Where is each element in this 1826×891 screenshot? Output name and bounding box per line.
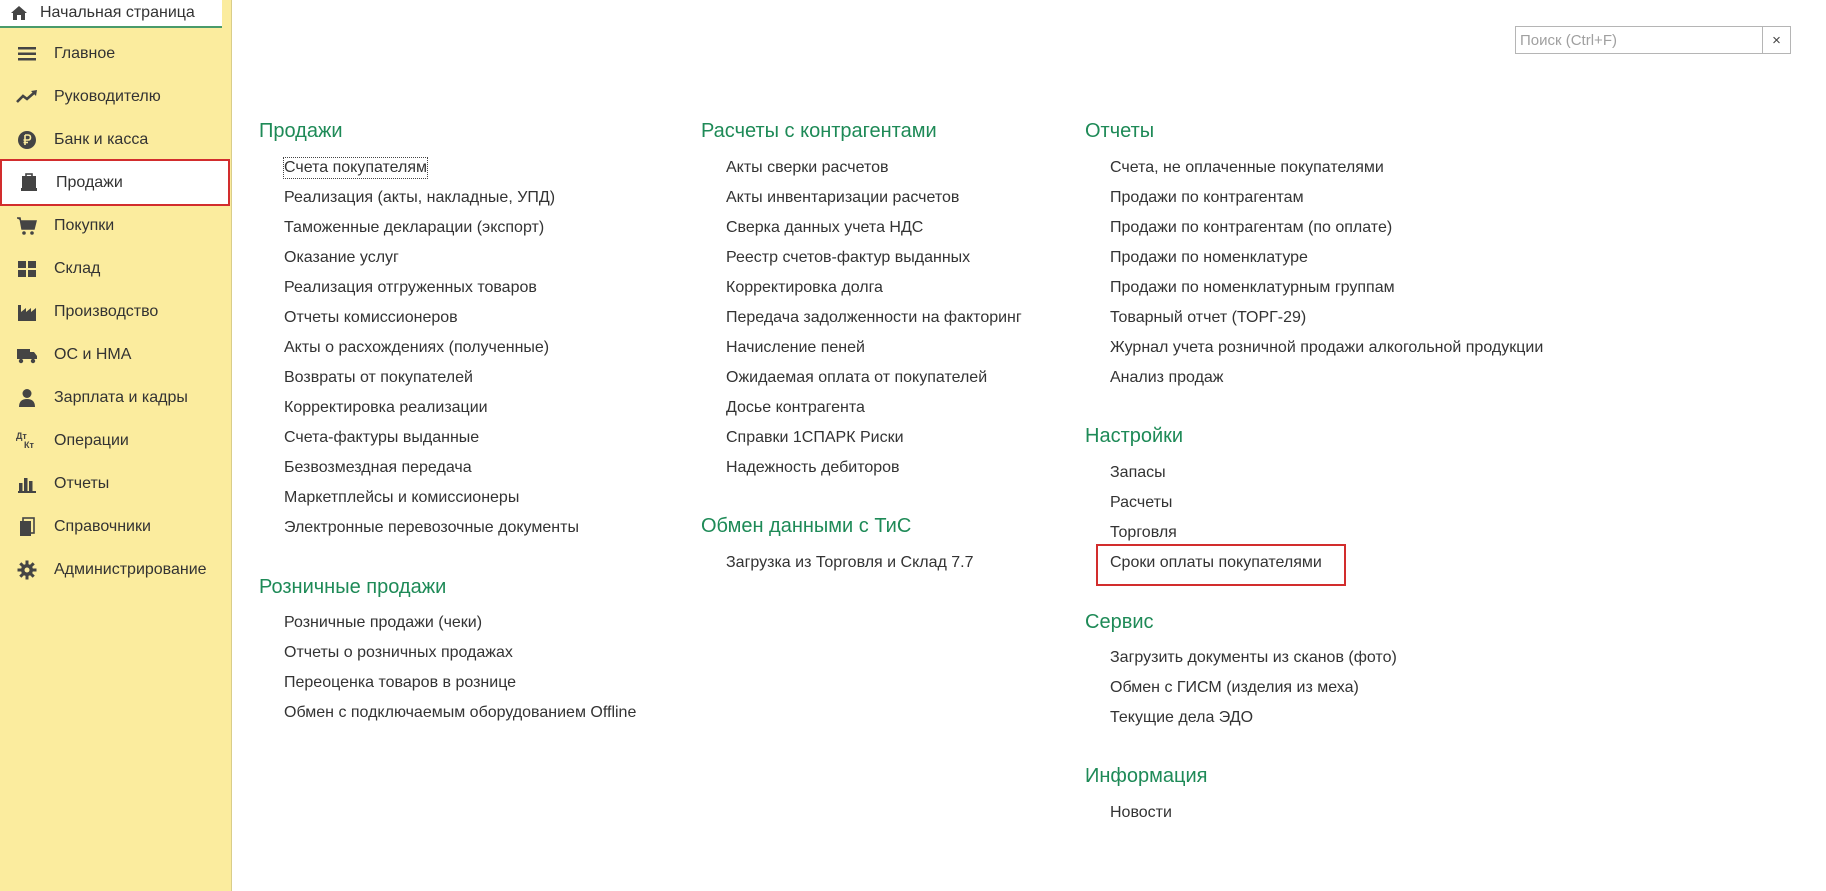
sidebar-item-label: Зарплата и кадры — [54, 388, 188, 406]
bar-chart-icon — [16, 473, 38, 495]
link-expected-payment[interactable]: Ожидаемая оплата от покупателей — [726, 369, 988, 386]
link-spark-risks[interactable]: Справки 1СПАРК Риски — [726, 429, 904, 446]
link-alcohol-journal[interactable]: Журнал учета розничной продажи алкогольной продукции — [1110, 339, 1544, 356]
sidebar-item-label: Продажи — [56, 173, 123, 191]
link-sales-analysis[interactable]: Анализ продаж — [1110, 369, 1224, 386]
sidebar-item-label: Руководителю — [54, 87, 161, 105]
factory-icon — [16, 301, 38, 323]
search-input[interactable] — [1516, 27, 1764, 53]
section-title-reports: Отчеты — [1085, 120, 1155, 142]
link-commission-reports[interactable]: Отчеты комиссионеров — [284, 309, 458, 326]
link-free-transfer[interactable]: Безвозмездная передача — [284, 459, 472, 476]
section-title-retail: Розничные продажи — [259, 576, 447, 598]
link-discrepancy-acts[interactable]: Акты о расхождениях (полученные) — [284, 339, 550, 356]
link-reconciliation-acts[interactable]: Акты сверки расчетов — [726, 159, 889, 176]
link-penalties[interactable]: Начисление пеней — [726, 339, 865, 356]
sidebar-item-salary[interactable] — [0, 376, 230, 419]
sidebar-item-main[interactable] — [0, 32, 230, 75]
link-gism-exchange[interactable]: Обмен с ГИСМ (изделия из меха) — [1110, 679, 1359, 696]
link-inventory-acts[interactable]: Акты инвентаризации расчетов — [726, 189, 960, 206]
sidebar-item-label: Главное — [54, 44, 116, 62]
sidebar-item-label: Банк и касса — [54, 130, 149, 148]
link-debtor-reliability[interactable]: Надежность дебиторов — [726, 459, 900, 476]
truck-icon — [16, 344, 38, 366]
link-counterparty-dossier[interactable]: Досье контрагента — [726, 399, 865, 416]
link-vat-check[interactable]: Сверка данных учета НДС — [726, 219, 924, 236]
link-customs-declarations[interactable]: Таможенные декларации (экспорт) — [284, 219, 545, 236]
link-invoice-registry[interactable]: Реестр счетов-фактур выданных — [726, 249, 971, 266]
link-electronic-waybills[interactable]: Электронные перевозочные документы — [284, 519, 579, 536]
sidebar-item-references[interactable] — [0, 505, 230, 548]
link-sales-by-items[interactable]: Продажи по номенклатуре — [1110, 249, 1308, 266]
sidebar-item-warehouse[interactable] — [0, 247, 230, 290]
home-icon — [10, 4, 28, 22]
link-settings-stock[interactable]: Запасы — [1110, 464, 1166, 481]
link-retail-reports[interactable]: Отчеты о розничных продажах — [284, 644, 513, 661]
section-title-service: Сервис — [1085, 611, 1154, 633]
link-news[interactable]: Новости — [1110, 804, 1172, 821]
link-upload-scans[interactable]: Загрузить документы из сканов (фото) — [1110, 649, 1397, 666]
menu-lines-icon — [16, 43, 38, 65]
link-settings-trade[interactable]: Торговля — [1110, 524, 1177, 541]
sidebar-item-admin[interactable] — [0, 548, 230, 591]
link-buyer-returns[interactable]: Возвраты от покупателей — [284, 369, 473, 386]
sidebar-item-purchases[interactable] — [0, 204, 230, 247]
sidebar-item-operations[interactable] — [0, 419, 230, 462]
section-title-exchange: Обмен данными с ТиС — [701, 515, 912, 537]
sidebar-item-sales[interactable] — [0, 159, 230, 206]
link-issued-invoices[interactable]: Счета-фактуры выданные — [284, 429, 480, 446]
link-edo-tasks[interactable]: Текущие дела ЭДО — [1110, 709, 1254, 726]
search-box — [1515, 26, 1791, 54]
sidebar-item-bank[interactable] — [0, 118, 230, 161]
sidebar-item-label: Отчеты — [54, 474, 110, 492]
link-factoring[interactable]: Передача задолженности на факторинг — [726, 309, 1022, 326]
credit-label: Кт — [24, 439, 34, 450]
sidebar-item-label: Администрирование — [54, 560, 207, 578]
link-sales-realization[interactable]: Реализация (акты, накладные, УПД) — [284, 189, 556, 206]
sidebar-item-production[interactable] — [0, 290, 230, 333]
link-import-trade-warehouse[interactable]: Загрузка из Торговля и Склад 7.7 — [726, 554, 974, 571]
link-sales-correction[interactable]: Корректировка реализации — [284, 399, 488, 416]
sidebar-item-label: ОС и НМА — [54, 345, 132, 363]
section-title-settlements: Расчеты с контрагентами — [701, 120, 937, 142]
sidebar-item-label: Производство — [54, 302, 159, 320]
warehouse-grid-icon — [16, 258, 38, 280]
link-payment-terms[interactable]: Сроки оплаты покупателями — [1110, 554, 1322, 571]
home-tab[interactable] — [0, 0, 222, 28]
link-retail-sales-receipts[interactable]: Розничные продажи (чеки) — [284, 614, 483, 631]
sidebar-item-manager[interactable] — [0, 75, 230, 118]
link-offline-equipment[interactable]: Обмен с подключаемым оборудованием Offline — [284, 704, 637, 721]
section-title-settings: Настройки — [1085, 425, 1184, 447]
link-sales-by-item-groups[interactable]: Продажи по номенклатурным группам — [1110, 279, 1395, 296]
ruble-coin-icon — [16, 129, 38, 151]
sidebar-item-label: Справочники — [54, 517, 151, 535]
sidebar-item-label: Операции — [54, 431, 129, 449]
link-sales-by-counterparty-payment[interactable]: Продажи по контрагентам (по оплате) — [1110, 219, 1393, 236]
link-invoices-to-buyers[interactable]: Счета покупателям — [284, 159, 428, 176]
link-unpaid-invoices[interactable]: Счета, не оплаченные покупателями — [1110, 159, 1384, 176]
sidebar-item-fixed-assets[interactable] — [0, 333, 230, 376]
sidebar — [0, 0, 232, 891]
link-marketplaces[interactable]: Маркетплейсы и комиссионеры — [284, 489, 520, 506]
debit-credit-icon — [16, 430, 38, 452]
shopping-cart-icon — [16, 215, 38, 237]
books-icon — [16, 516, 38, 538]
section-title-sales: Продажи — [259, 120, 343, 142]
debit-label: Дт — [16, 430, 27, 441]
sidebar-item-label: Склад — [54, 259, 101, 277]
cart-icon — [18, 172, 40, 194]
clear-search-button[interactable]: × — [1762, 27, 1790, 53]
link-shipped-goods[interactable]: Реализация отгруженных товаров — [284, 279, 537, 296]
sidebar-item-label: Покупки — [54, 216, 115, 234]
sidebar-item-reports[interactable] — [0, 462, 230, 505]
person-icon — [16, 387, 38, 409]
link-settings-settlements[interactable]: Расчеты — [1110, 494, 1173, 511]
home-tab-label: Начальная страница — [40, 4, 195, 21]
gear-icon — [16, 559, 38, 581]
section-title-info: Информация — [1085, 765, 1208, 787]
link-services[interactable]: Оказание услуг — [284, 249, 399, 266]
trend-up-icon — [16, 86, 38, 108]
link-sales-by-counterparty[interactable]: Продажи по контрагентам — [1110, 189, 1304, 206]
link-retail-revaluation[interactable]: Переоценка товаров в рознице — [284, 674, 517, 691]
link-torg29-report[interactable]: Товарный отчет (ТОРГ-29) — [1110, 309, 1307, 326]
link-debt-correction[interactable]: Корректировка долга — [726, 279, 883, 296]
